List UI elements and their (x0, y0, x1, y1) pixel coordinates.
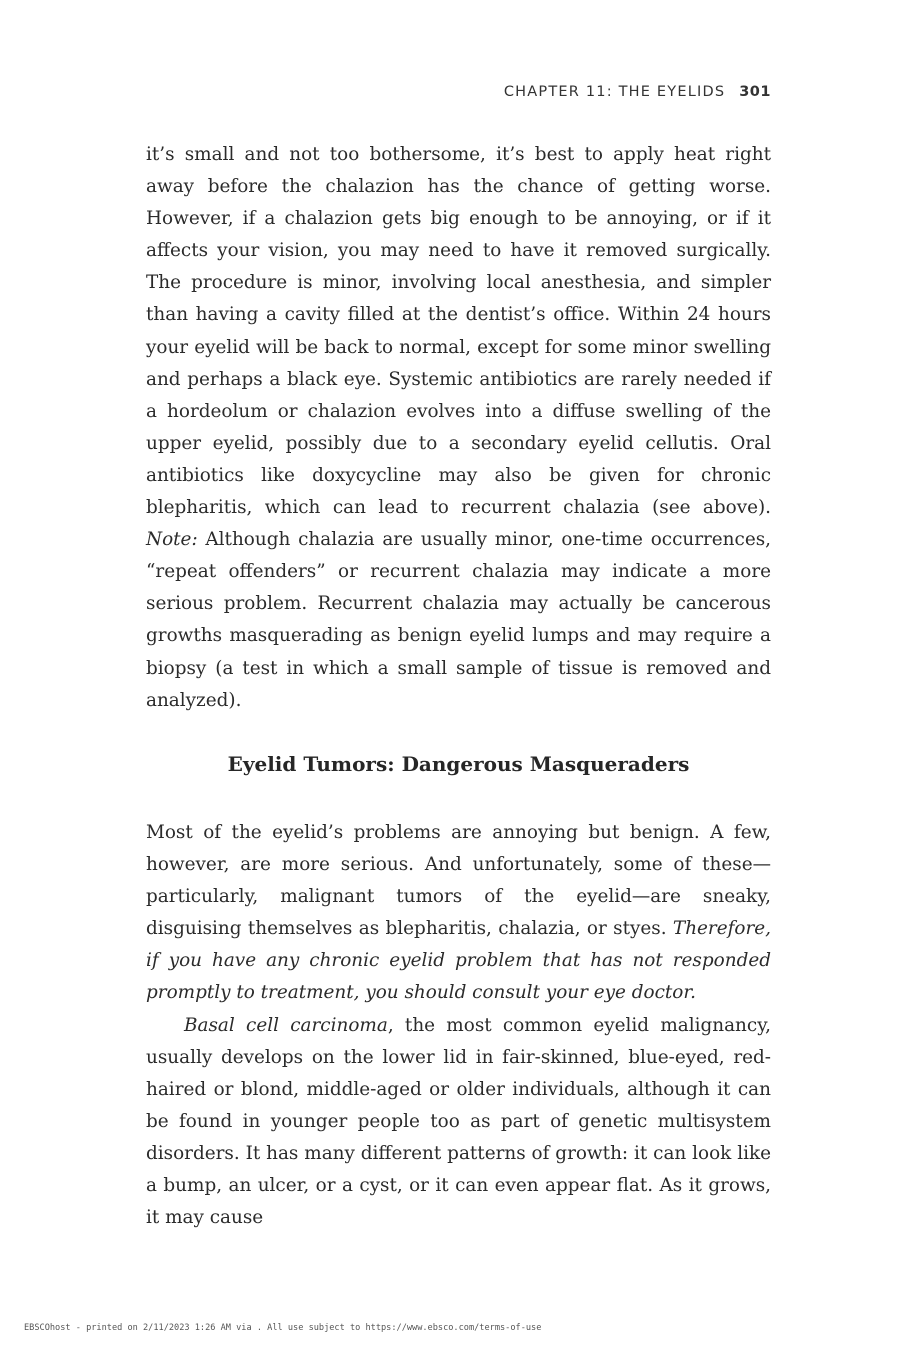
print-footer: EBSCOhost - printed on 2/11/2023 1:26 AM via . All use subject to https://www.ebsco.com/terms-of-use (24, 1323, 542, 1333)
paragraph-text: , the most common eyelid malignancy, usually develops on the lower lid in fair-skinned, blue-eyed, red-haired or blond, middle-aged or older individuals, although it can be found in younger people too as part of genetic multisystem disorders. It has many different patterns of growth: it can look like a bump, an ulcer, or a cyst, or it can even appear flat. As it grows, it may cause (146, 1014, 771, 1229)
body-section-eyelid-tumors (146, 817, 771, 1234)
chapter-title: CHAPTER 11: THE EYELIDS (503, 84, 726, 100)
term-basal-cell-carcinoma: Basal cell carcinoma (184, 1014, 388, 1036)
paragraph-text: Although chalazia are usually minor, one-time occurrences, “repeat offenders” or recurrent chalazia may indicate a more serious problem. Recurrent chalazia may actually be cancerous growths masquerading as benign eyelid lumps and may require a biopsy (a test in which a small sample of tissue is removed and analyzed). (146, 529, 771, 711)
paragraph-chalazion-treatment (146, 139, 771, 717)
paragraph-eyelid-tumors-intro (146, 817, 771, 1010)
note-label: Note: (146, 529, 198, 551)
paragraph-text: it’s small and not too bothersome, it’s best to apply heat right away before the chalazion has the chance of getting worse. However, if a chalazion gets big enough to be annoying, or if it affects your vision, you may need to have it removed surgically. The procedure is minor, involving local anesthesia, and simpler than having a cavity filled at the dentist’s office. Within 24 hours your eyelid will be back to normal, except for some minor swelling and perhaps a black eye. Systemic antibiotics are rarely needed if a hordeolum or chalazion evolves into a diffuse swelling of the upper eyelid, possibly due to a secondary eyelid cellutis. Oral antibiotics like doxycycline may also be given for chronic blepharitis, which can lead to recurrent chalazia (see above). (146, 144, 771, 519)
running-head (504, 84, 771, 100)
section-heading: Eyelid Tumors: Dangerous Masqueraders (227, 752, 690, 776)
body-section-chalazion (146, 139, 771, 717)
emphasis-text: Therefore, if you have any chronic eyelid problem that has not responded promptly to treatment, you should consult your eye doctor. (146, 918, 771, 1004)
page-number: 301 (739, 84, 771, 100)
paragraph-basal-cell-carcinoma (146, 1010, 771, 1235)
paragraph-text: Most of the eyelid’s problems are annoying but benign. A few, however, are more serious. And unfortunately, some of these—particularly, malignant tumors of the eyelid—are sneaky, disguising themselves as blepharitis, chalazia, or styes. (146, 822, 771, 940)
